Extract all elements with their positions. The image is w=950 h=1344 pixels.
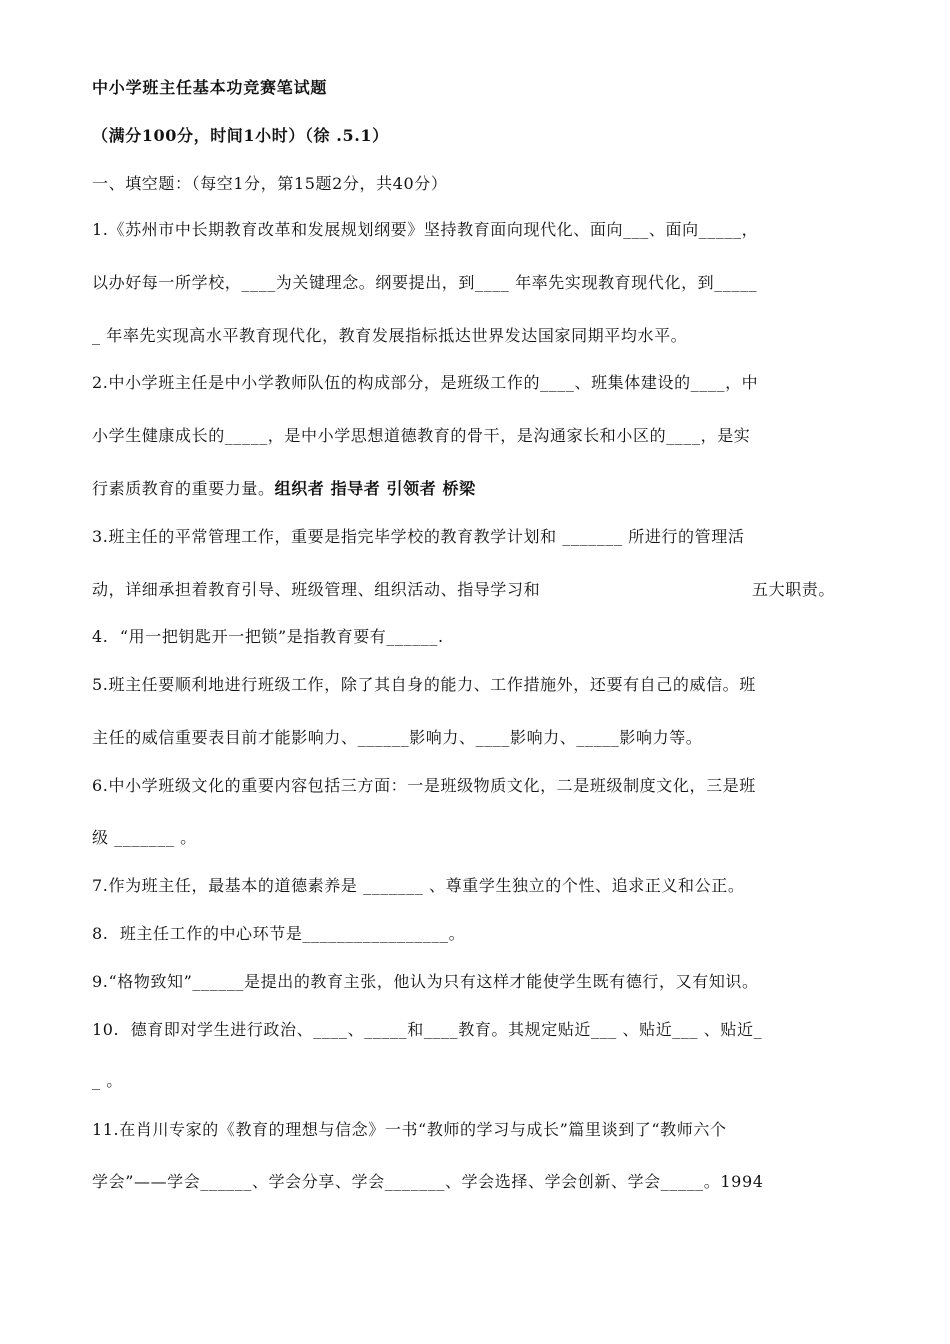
question-11-line-2: 学会”——学会______、学会分享、学会_______、学会选择、学会创新、学会_____。1994 [92, 1172, 764, 1191]
question-2-line-2: 小学生健康成长的_____，是中小学思想道德教育的骨干，是沟通家长和小区的____，是实 [92, 426, 751, 445]
section1-heading: 一、填空题：（每空1分，第15题2分，共40分） [92, 174, 448, 193]
question-4-line-1: 4. “用一把钥匙开一把锁”是指教育要有______. [92, 627, 444, 646]
question-3-line-1: 3.班主任的平常管理工作，重要是指完毕学校的教育教学计划和 _______ 所进行的管理活 [92, 527, 745, 546]
question-5-line-1: 5.班主任要顺利地进行班级工作，除了其自身的能力、工作措施外，还要有自己的威信。班 [92, 675, 756, 694]
question-10-line-2: _ 。 [92, 1071, 123, 1090]
question-1-line-2: 以办好每一所学校，____为关键理念。纲要提出，到____ 年率先实现教育现代化，到_____ [92, 273, 758, 292]
question-6-line-2: 级 _______ 。 [92, 828, 197, 847]
question-5-line-2: 主任的威信重要表目前才能影响力、______影响力、____影响力、_____影响力等。 [92, 728, 703, 747]
document-title: 中小学班主任基本功竞赛笔试题 [92, 78, 328, 97]
question-3-line-2: 动，详细承担着教育引导、班级管理、组织活动、指导学习和 [92, 580, 541, 599]
question-2-answer: 组织者 指导者 引领者 桥梁 [274, 479, 476, 498]
question-2-line-1: 2.中小学班主任是中小学教师队伍的构成部分，是班级工作的____、班集体建设的____，中 [92, 373, 759, 392]
question-9-line-1: 9.“格物致知”______是提出的教育主张，他认为只有这样才能使学生既有德行，又有知识。 [92, 972, 759, 991]
question-11-line-1: 11.在肖川专家的《教育的理想与信念》一书“教师的学习与成长”篇里谈到了“教师六个 [92, 1120, 727, 1139]
question-2-line-3 [92, 479, 476, 499]
question-8-line-1: 8. 班主任工作的中心环节是_________________。 [92, 924, 466, 943]
question-7-line-1: 7.作为班主任，最基本的道德素养是 _______ 、尊重学生独立的个性、追求正义和公正。 [92, 876, 745, 895]
question-3-line-2-end: 五大职责。 [752, 580, 836, 599]
question-1-line-3: _ 年率先实现高水平教育现代化，教育发展指标抵达世界发达国家同期平均水平。 [92, 326, 688, 345]
question-2-line-3-text: 行素质教育的重要力量。 [92, 479, 275, 498]
question-1-line-1: 1.《苏州市中长期教育改革和发展规划纲要》坚持教育面向现代化、面向___、面向_____， [92, 220, 759, 239]
question-6-line-1: 6.中小学班级文化的重要内容包括三方面：一是班级物质文化，二是班级制度文化，三是班 [92, 776, 756, 795]
document-subtitle: （满分100分，时间1小时）（徐 .5.1） [92, 126, 389, 145]
question-10-line-1: 10. 德育即对学生进行政治、____、_____和____教育。其规定贴近___ 、贴近___ 、贴近_ [92, 1020, 763, 1039]
